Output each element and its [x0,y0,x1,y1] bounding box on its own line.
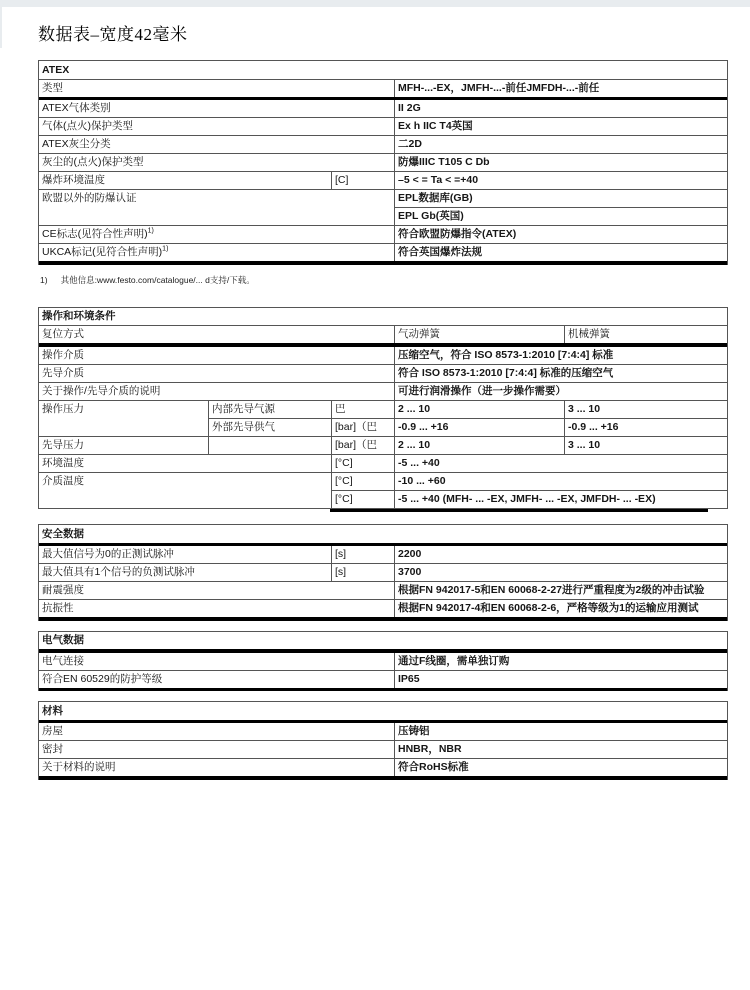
row-value: 3700 [394,563,727,581]
thick-rule [39,688,727,692]
row-label: 介质温度 [39,472,331,490]
table-row [39,632,727,650]
page-top-strip [0,0,750,7]
column-header-mechanical-spring: 机械弹簧 [564,325,727,343]
table-row [39,563,727,581]
section-title: 电气数据 [42,634,84,646]
row-label: 环境温度 [39,454,331,472]
row-sublabel: 内部先导气源 [208,400,331,418]
row-label [39,207,394,225]
row-unit: [°C] [331,472,394,490]
row-value: 防爆IIIC T105 C Db [394,153,727,171]
table-operating-conditions [38,307,728,509]
row-label: 最大值具有1个信号的负测试脉冲 [39,563,331,581]
row-sublabel [208,436,331,454]
table-row [39,364,727,382]
row-value: 根据FN 942017-4和EN 60068-2-6，严格等级为1的运输应用测试 [394,599,727,617]
row-label [39,490,331,508]
table-materials [38,701,728,780]
table-atex [38,60,728,265]
table-row [39,347,727,364]
row-label: 气体(点火)保护类型 [39,117,394,135]
table-row [39,723,727,740]
table-row [39,740,727,758]
section-title: 操作和环境条件 [42,310,116,322]
row-value: 二2D [394,135,727,153]
page-left-strip [0,0,2,48]
row-value: -5 ... +40 [394,454,727,472]
page-title: 数据表–宽度42毫米 [38,25,188,44]
table-row [39,653,727,670]
row-value: 符合 ISO 8573-1:2010 [7:4:4] 标准的压缩空气 [394,364,727,382]
row-value: Ex h IIC T4英国 [394,117,727,135]
table-row [39,189,727,207]
table-row [39,546,727,563]
thick-rule [39,776,727,780]
table-row [39,135,727,153]
row-label: 爆炸环境温度 [39,171,331,189]
row-value: 压铸铝 [394,723,727,740]
table-row [39,117,727,135]
table-row [39,243,727,261]
row-label: 复位方式 [39,325,394,343]
row-label: ATEX灰尘分类 [39,135,394,153]
row-label: 欧盟以外的防爆认证 [39,189,394,207]
row-unit: [C] [331,171,394,189]
table-row [39,100,727,117]
row-label [39,243,394,261]
row-value: 2200 [394,546,727,563]
row-value-mechanical: 3 ... 10 [564,436,727,454]
table-row [39,702,727,720]
table-row [39,207,727,225]
section-title: ATEX [42,63,70,76]
row-label: 符合EN 60529的防护等级 [39,670,394,688]
table-row [39,418,727,436]
row-value-pneumatic: -0.9 ... +16 [394,418,564,436]
row-value: 可进行润滑操作（进一步操作需要） [394,382,727,400]
table-row [39,599,727,617]
row-unit: [s] [331,546,394,563]
row-value: 符合英国爆炸法规 [394,243,727,261]
table-row [39,670,727,688]
row-value: -5 ... +40 (MFH- ... -EX, JMFH- ... -EX, JMFDH- ... -EX) [394,490,727,508]
row-value: II 2G [394,100,727,117]
thick-rule-partial [330,509,708,513]
row-label: 电气连接 [42,654,84,667]
row-label: 耐震强度 [39,581,394,599]
row-label: 操作压力 [39,400,208,418]
footnote-ref: 1) [147,227,154,235]
row-value: EPL数据库(GB) [394,189,727,207]
table-row [39,472,727,490]
table-row [39,758,727,776]
row-label: 先导介质 [39,364,394,382]
table-row [39,79,727,97]
thick-rule [39,617,727,621]
table-row [39,61,727,79]
table-row [39,153,727,171]
row-label: 抗振性 [39,599,394,617]
row-value: MFH-...-EX，JMFH-...-前任JMFDH-...-前任 [394,79,727,97]
row-label: 最大值信号为0的正测试脉冲 [42,548,174,560]
table-row [39,581,727,599]
row-value: EPL Gb(英国) [394,207,727,225]
section-title: 安全数据 [42,527,84,540]
row-label: 房屋 [42,725,63,737]
row-label-text: CE标志(见符合性声明) [42,228,148,240]
thick-rule [39,261,727,265]
row-label: 类型 [39,79,394,97]
table-row [39,436,727,454]
table-row [39,308,727,326]
table-safety-data [38,524,728,621]
row-value-pneumatic: 2 ... 10 [394,436,564,454]
table-electrical-data [38,631,728,692]
row-value: 符合RoHS标准 [394,758,727,776]
footnote-text: 其他信息:www.festo.com/catalogue/... d支持/下载。 [60,274,255,285]
row-sublabel: 外部先导供气 [208,418,331,436]
table-row [39,325,727,343]
row-value: 符合欧盟防爆指令(ATEX) [394,225,727,243]
row-label: 关于操作/先导介质的说明 [39,382,394,400]
row-label-text: UKCA标记(见符合性声明) [42,246,163,258]
footnote-marker: 1) [40,274,48,285]
row-value-pneumatic: 2 ... 10 [394,400,564,418]
row-unit: [bar]（巴 [331,436,394,454]
row-value: –5 < = Ta < =+40 [394,171,727,189]
row-value: 通过F线圈，需单独订购 [394,653,727,670]
table-row [39,490,727,508]
table-row [39,454,727,472]
row-label: 灰尘的(点火)保护类型 [39,153,394,171]
row-unit: [bar]（巴 [331,418,394,436]
column-header-pneumatic-spring: 气动弹簧 [394,325,564,343]
row-value: 压缩空气，符合 ISO 8573-1:2010 [7:4:4] 标准 [394,347,727,364]
footnote [40,274,750,286]
table-row [39,400,727,418]
footnote-ref: 1) [162,245,169,253]
row-label: 关于材料的说明 [39,758,394,776]
table-operating-conditions-wrap [0,307,750,513]
table-row [39,525,727,543]
row-value: -10 ... +60 [394,472,727,490]
table-row [39,171,727,189]
row-value: 根据FN 942017-5和EN 60068-2-27进行严重程度为2级的冲击试验 [394,581,727,599]
row-unit: [s] [331,563,394,581]
row-label [39,418,208,436]
table-row [39,225,727,243]
row-label [39,225,394,243]
row-label: ATEX气体类别 [42,102,111,114]
row-value: HNBR，NBR [394,740,727,758]
section-title: 材料 [42,704,63,717]
row-unit: [°C] [331,454,394,472]
table-row [39,382,727,400]
row-value-mechanical: -0.9 ... +16 [564,418,727,436]
row-value-mechanical: 3 ... 10 [564,400,727,418]
row-label: 先导压力 [39,436,208,454]
row-unit: [°C] [331,490,394,508]
row-value: IP65 [394,670,727,688]
row-label: 密封 [39,740,394,758]
row-unit: 巴 [331,400,394,418]
row-label: 操作介质 [42,348,84,361]
